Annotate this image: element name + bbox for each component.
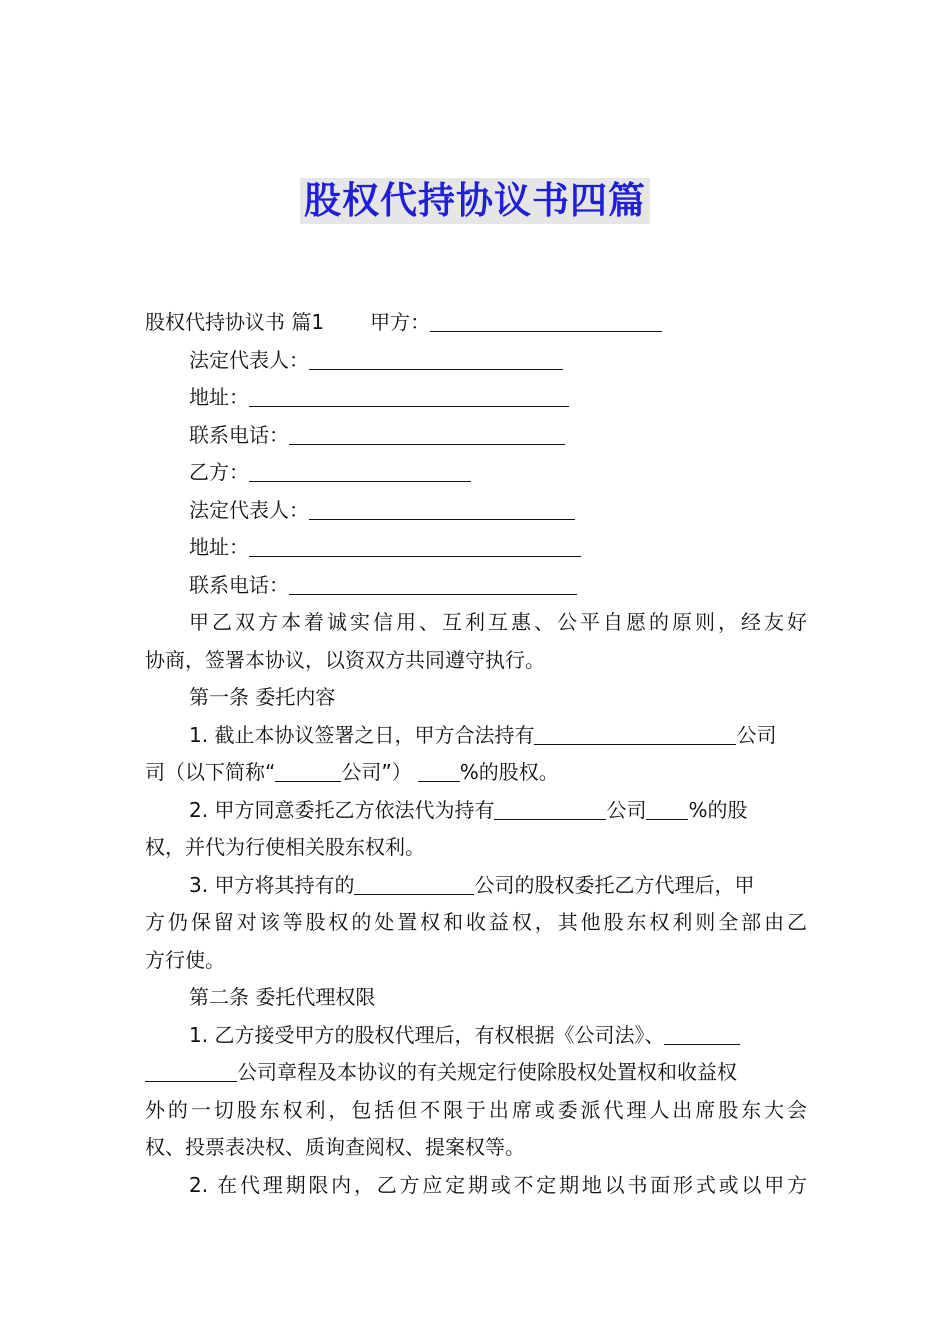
text-line: 协商，签署本协议，以资双方共同遵守执行。 (145, 647, 545, 672)
text-line: 方行使。 (145, 947, 225, 972)
article-1-clause-2 (145, 792, 807, 867)
text-run: 公司”） (341, 760, 412, 784)
blank-line (309, 495, 575, 520)
text-run: %的股 (688, 797, 748, 822)
article-1-clause-3 (145, 867, 807, 980)
blank-line (494, 795, 606, 820)
intro-paragraph (145, 604, 807, 679)
article-1-clause-1 (145, 717, 807, 792)
text-run: 3. 甲方将其持有的 (189, 872, 355, 897)
text-line (145, 867, 807, 905)
blank-line (249, 457, 471, 482)
text-line (145, 1054, 807, 1092)
party-a-label: 甲方： (370, 310, 431, 334)
text-line: 方仍保留对该等股权的处置权和收益权，其他股东权利则全部由乙 (145, 910, 807, 934)
blank-line (664, 1020, 740, 1045)
text-line: 权、投票表决权、质询查阅权、提案权等。 (145, 1135, 525, 1159)
text-run: 公司章程及本协议的有关规定行使除股权处置权和收益权 (237, 1060, 737, 1084)
field-label: 乙方： (189, 460, 249, 484)
party-b-rep (145, 492, 807, 530)
blank-line (534, 720, 736, 745)
blank-line (145, 1057, 237, 1082)
party-a-address (145, 379, 807, 417)
text-run: 公司的股权委托乙方代理后，甲 (474, 872, 755, 897)
field-label: 法定代表人： (189, 347, 309, 372)
party-a-rep (145, 342, 807, 380)
party-b-address (145, 529, 807, 567)
part-label: 股权代持协议书 篇1 (145, 310, 325, 334)
blank-line (646, 795, 688, 820)
text-line (145, 717, 807, 755)
party-b-phone (145, 567, 807, 605)
blank-line (249, 532, 581, 557)
article-2-clause-2 (145, 1167, 807, 1205)
text-line: 外的一切股东权利，包括但不限于出席或委派代理人出席股东大会 (145, 1097, 807, 1122)
article-2-heading: 第二条 委托代理权限 (189, 985, 376, 1009)
field-label: 地址： (189, 385, 249, 409)
text-line (145, 792, 807, 830)
field-label: 地址： (189, 535, 249, 559)
article-2-clause-1 (145, 1017, 807, 1167)
blank-line (289, 420, 565, 445)
blank-line (430, 307, 662, 332)
text-line (145, 1017, 807, 1055)
field-label: 联系电话： (189, 572, 289, 597)
text-run: 1. 乙方接受甲方的股权代理后，有权根据《公司法》、 (189, 1022, 665, 1047)
field-label: 联系电话： (189, 422, 289, 447)
text-line: 2. 在代理期限内，乙方应定期或不定期地以书面形式或以甲方 (189, 1172, 807, 1197)
text-run: %的股权。 (459, 760, 559, 784)
text-line (145, 754, 807, 792)
text-line: 权，并代为行使相关股东权利。 (145, 835, 425, 859)
text-run: 司（以下简称“ (145, 760, 276, 784)
blank-line (418, 757, 460, 782)
article-1-heading: 第一条 委托内容 (189, 685, 336, 709)
document-title: 股权代持协议书四篇 (300, 178, 650, 224)
party-b-line (145, 454, 807, 492)
field-label: 法定代表人： (189, 497, 309, 522)
text-line: 甲乙双方本着诚实信用、互利互惠、公平自愿的原则，经友好 (189, 610, 807, 634)
text-run: 公司 (736, 722, 777, 747)
text-run: 公司 (606, 797, 647, 822)
text-run: 2. 甲方同意委托乙方依法代为持有 (189, 797, 495, 822)
header-line (145, 304, 807, 342)
blank-line (289, 570, 577, 595)
document-body (145, 304, 807, 1204)
blank-line (354, 870, 474, 895)
text-run: 1. 截止本协议签署之日，甲方合法持有 (189, 722, 535, 747)
blank-line (249, 382, 569, 407)
party-a-phone (145, 417, 807, 455)
blank-line (309, 345, 563, 370)
blank-line (275, 757, 341, 782)
title-wrap (0, 178, 950, 224)
